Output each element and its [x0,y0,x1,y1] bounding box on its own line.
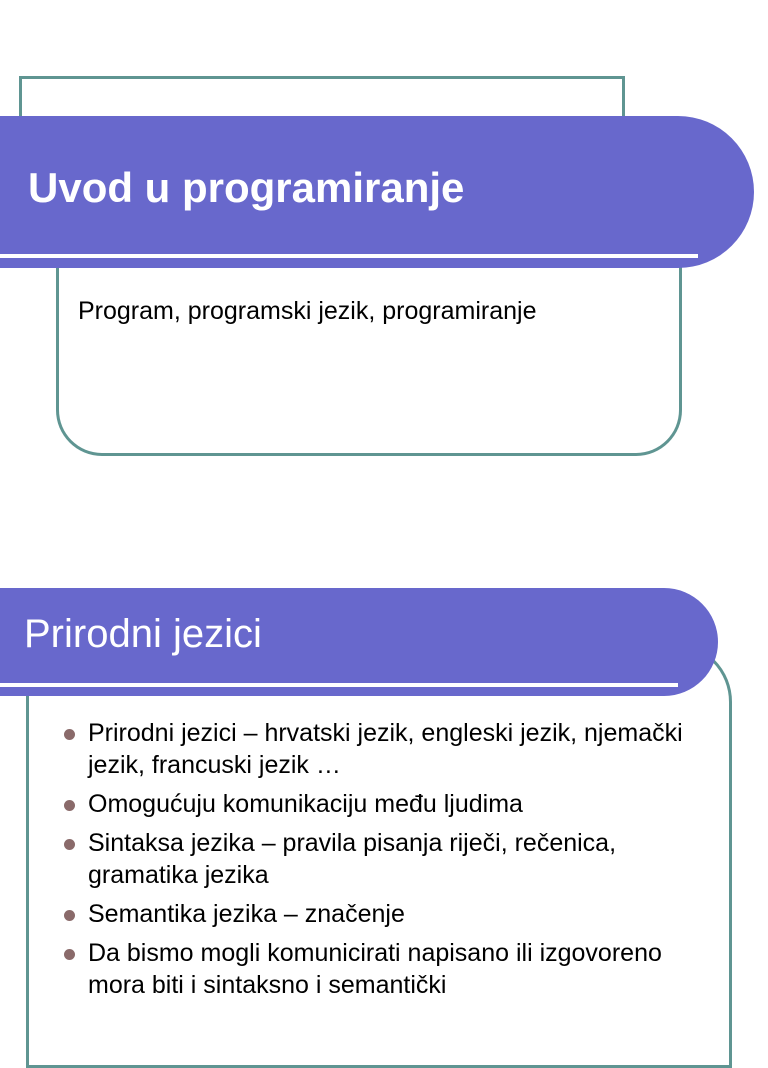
bullet-icon [64,729,75,740]
bullet-text: Omogućuju komunikaciju među ljudima [88,790,523,818]
list-item [60,717,720,781]
bullet-text: Da bismo mogli komunicirati napisano ili izgovoreno mora biti i sintaksno i semantički [88,939,662,999]
bullet-text: Semantika jezika – značenje [88,900,405,928]
list-item [60,788,720,820]
title-underline [0,254,698,258]
bullet-icon [64,949,75,960]
bullet-icon [64,839,75,850]
bullet-text: Sintaksa jezika – pravila pisanja riječi, rečenica, gramatika jezika [88,829,617,889]
slide-title: Uvod u programiranje [28,164,465,211]
list-item [60,937,720,1001]
bullet-list [60,717,720,1008]
title-underline [0,683,678,687]
slide-2 [0,512,768,1024]
slide-subtitle: Program, programski jezik, programiranje [78,297,537,325]
bullet-icon [64,910,75,921]
bullet-text: Prirodni jezici – hrvatski jezik, engleski jezik, njemački jezik, francuski jezik … [88,719,683,779]
list-item [60,898,720,930]
slide-frame-bottom [56,250,682,456]
slide-title: Prirodni jezici [24,612,262,656]
list-item [60,827,720,891]
bullet-icon [64,800,75,811]
slide-1 [0,0,768,512]
